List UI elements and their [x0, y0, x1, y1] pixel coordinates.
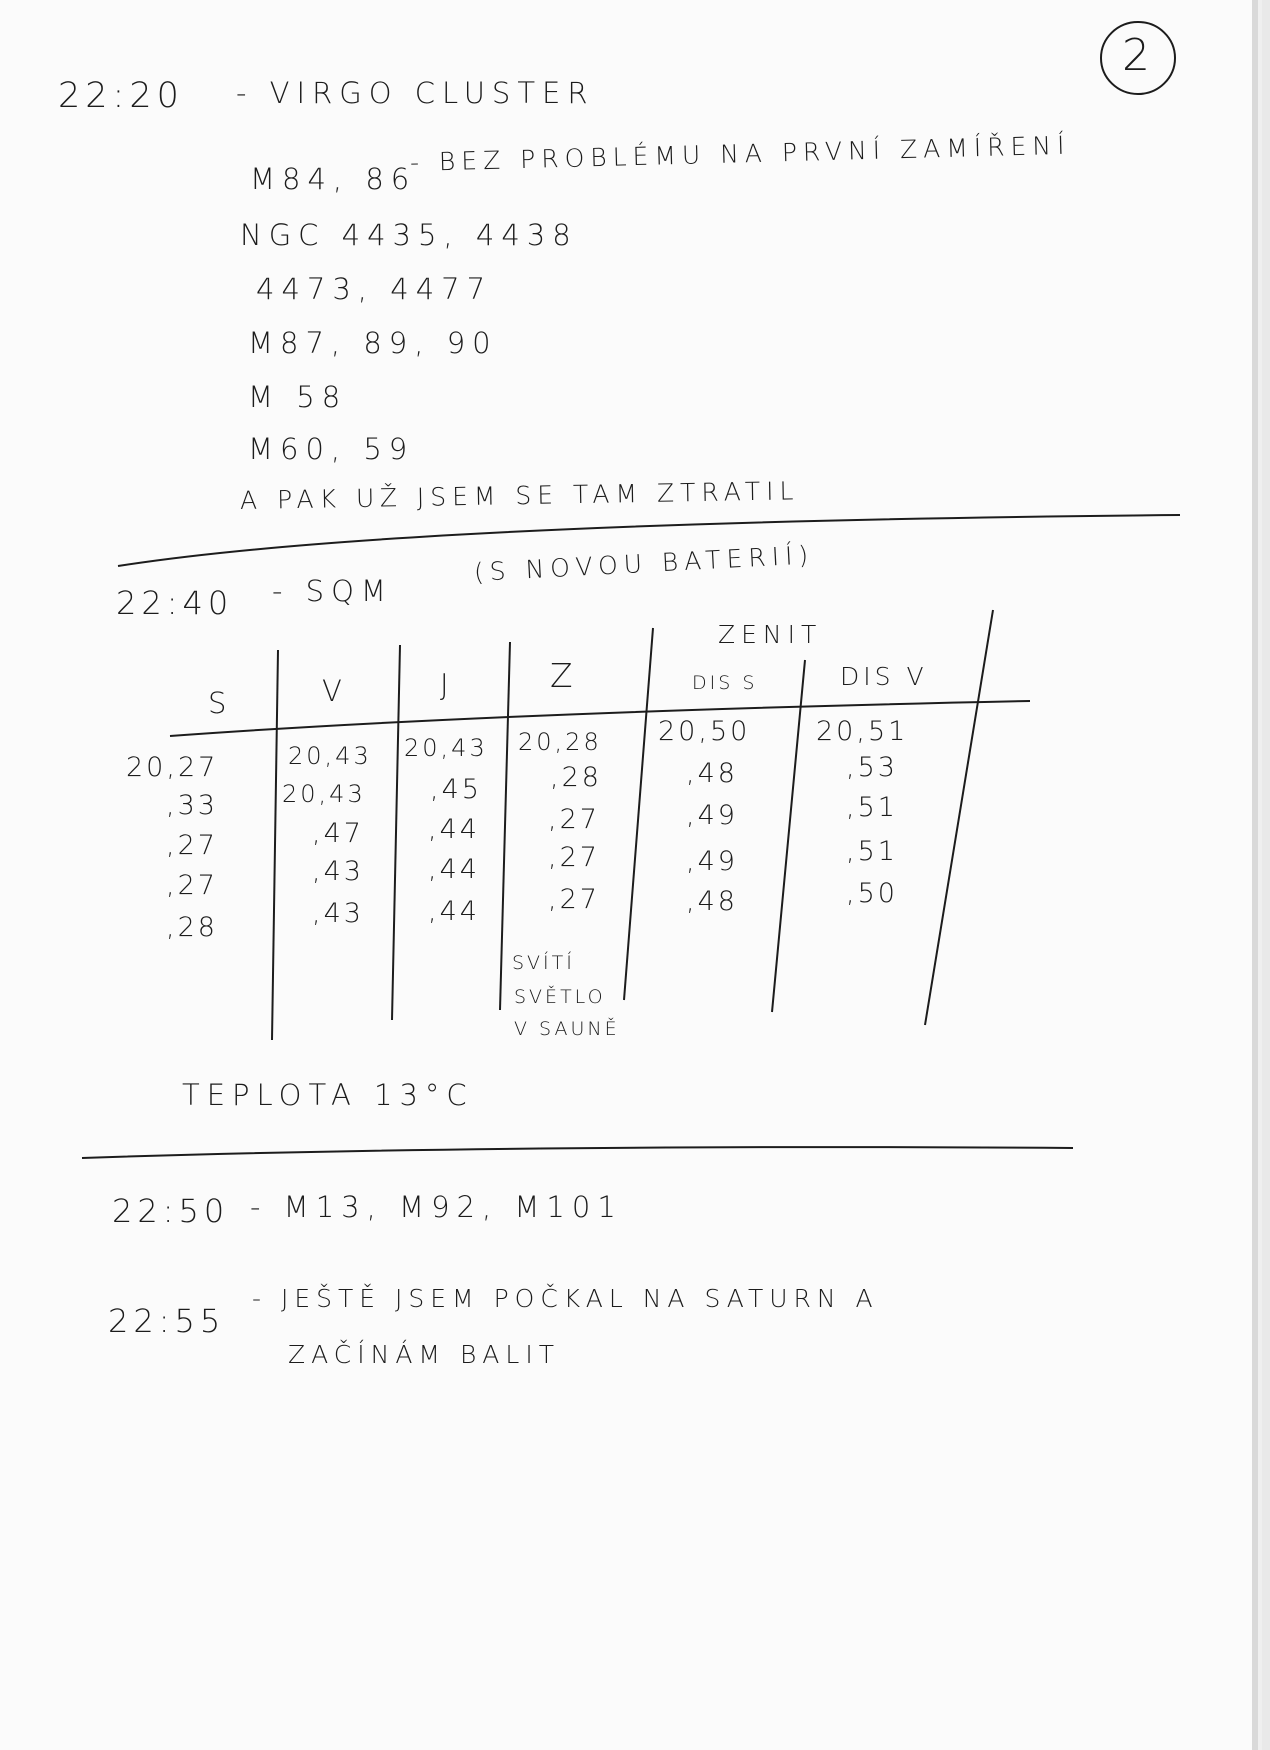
- table-col-line-2: [392, 645, 400, 1020]
- virgo-cluster-title: - VIRGO CLUSTER: [236, 76, 595, 110]
- time-2255: 22:55: [108, 1302, 226, 1340]
- first-pointing-note: - BEZ PROBLÉMU NA PRVNÍ ZAMÍŘENÍ: [409, 130, 1071, 177]
- time-2240: 22:40: [116, 584, 234, 622]
- zenit-label: ZENIT: [718, 620, 823, 649]
- cell-dis-s-3: ,49: [686, 800, 738, 831]
- header-dis-v: DIS V: [840, 662, 928, 691]
- table-col-line-1: [272, 650, 278, 1040]
- cell-j-5: ,44: [428, 896, 480, 927]
- temperature-note: TEPLOTA 13°C: [182, 1078, 474, 1112]
- cell-s-2: ,33: [166, 790, 218, 821]
- time-2250: 22:50: [112, 1192, 230, 1230]
- object-line-m87: M87, 89, 90: [248, 326, 498, 360]
- object-line-4473: 4473, 4477: [256, 272, 493, 306]
- packing-line: ZAČÍNÁM BALIT: [288, 1340, 560, 1369]
- z-note-line-3: V SAUNĚ: [514, 1018, 620, 1040]
- sqm-title: - SQM: [272, 574, 393, 608]
- cell-v-4: ,43: [312, 856, 364, 887]
- cell-dis-v-4: ,51: [846, 836, 898, 867]
- cell-z-4: ,27: [548, 842, 600, 873]
- cell-j-3: ,44: [428, 814, 480, 845]
- object-line-m60: M60, 59: [248, 432, 415, 466]
- cell-dis-v-3: ,51: [846, 792, 898, 823]
- table-col-line-6: [925, 610, 993, 1025]
- cell-dis-s-1: 20,50: [658, 716, 751, 747]
- cell-z-5: ,27: [548, 884, 600, 915]
- cell-v-2: 20,43: [282, 780, 366, 808]
- z-note-line-1: SVÍTÍ: [512, 952, 575, 974]
- time-2220: 22:20: [58, 76, 184, 116]
- cell-dis-s-4: ,49: [686, 846, 738, 877]
- table-col-line-4: [624, 628, 653, 1000]
- sqm-battery-note: (S NOVOU BATERIÍ): [473, 540, 815, 587]
- cell-j-2: ,45: [430, 774, 482, 805]
- cell-dis-v-5: ,50: [846, 878, 898, 909]
- page-number: 2: [1122, 30, 1150, 81]
- cell-z-2: ,28: [550, 762, 602, 793]
- lost-note: A PAK UŽ JSEM SE TAM ZTRATIL: [239, 476, 800, 515]
- cell-j-4: ,44: [428, 854, 480, 885]
- cell-j-1: 20,43: [404, 734, 488, 762]
- header-z: Z: [550, 656, 580, 695]
- object-line-m58: M 58: [248, 380, 348, 414]
- table-col-line-3: [500, 642, 510, 1010]
- cell-v-5: ,43: [312, 898, 364, 929]
- cell-z-1: 20,28: [518, 728, 602, 756]
- cell-s-3: ,27: [166, 830, 218, 861]
- z-note-line-2: SVĚTLO: [514, 986, 606, 1008]
- header-dis-s: DIS S: [692, 672, 758, 694]
- cell-v-1: 20,43: [288, 742, 372, 770]
- table-col-line-5: [772, 660, 805, 1012]
- divider-line-2: [82, 1147, 1073, 1158]
- header-j: J: [440, 668, 456, 702]
- saturn-line: - JEŠTĚ JSEM POČKAL NA SATURN A: [252, 1284, 879, 1313]
- object-line-m84-86: M84, 86: [250, 162, 417, 196]
- cell-z-3: ,27: [548, 804, 600, 835]
- header-s: S: [208, 686, 234, 720]
- cell-s-1: 20,27: [126, 752, 219, 783]
- cell-dis-v-2: ,53: [846, 752, 898, 783]
- cell-dis-v-1: 20,51: [816, 716, 909, 747]
- cell-v-3: ,47: [312, 818, 364, 849]
- cell-dis-s-2: ,48: [686, 758, 738, 789]
- cell-s-5: ,28: [166, 912, 218, 943]
- cell-dis-s-5: ,48: [686, 886, 738, 917]
- object-line-ngc: NGC 4435, 4438: [240, 218, 578, 252]
- cell-s-4: ,27: [166, 870, 218, 901]
- header-v: V: [322, 674, 349, 708]
- messier-objects-line: - M13, M92, M101: [250, 1190, 623, 1224]
